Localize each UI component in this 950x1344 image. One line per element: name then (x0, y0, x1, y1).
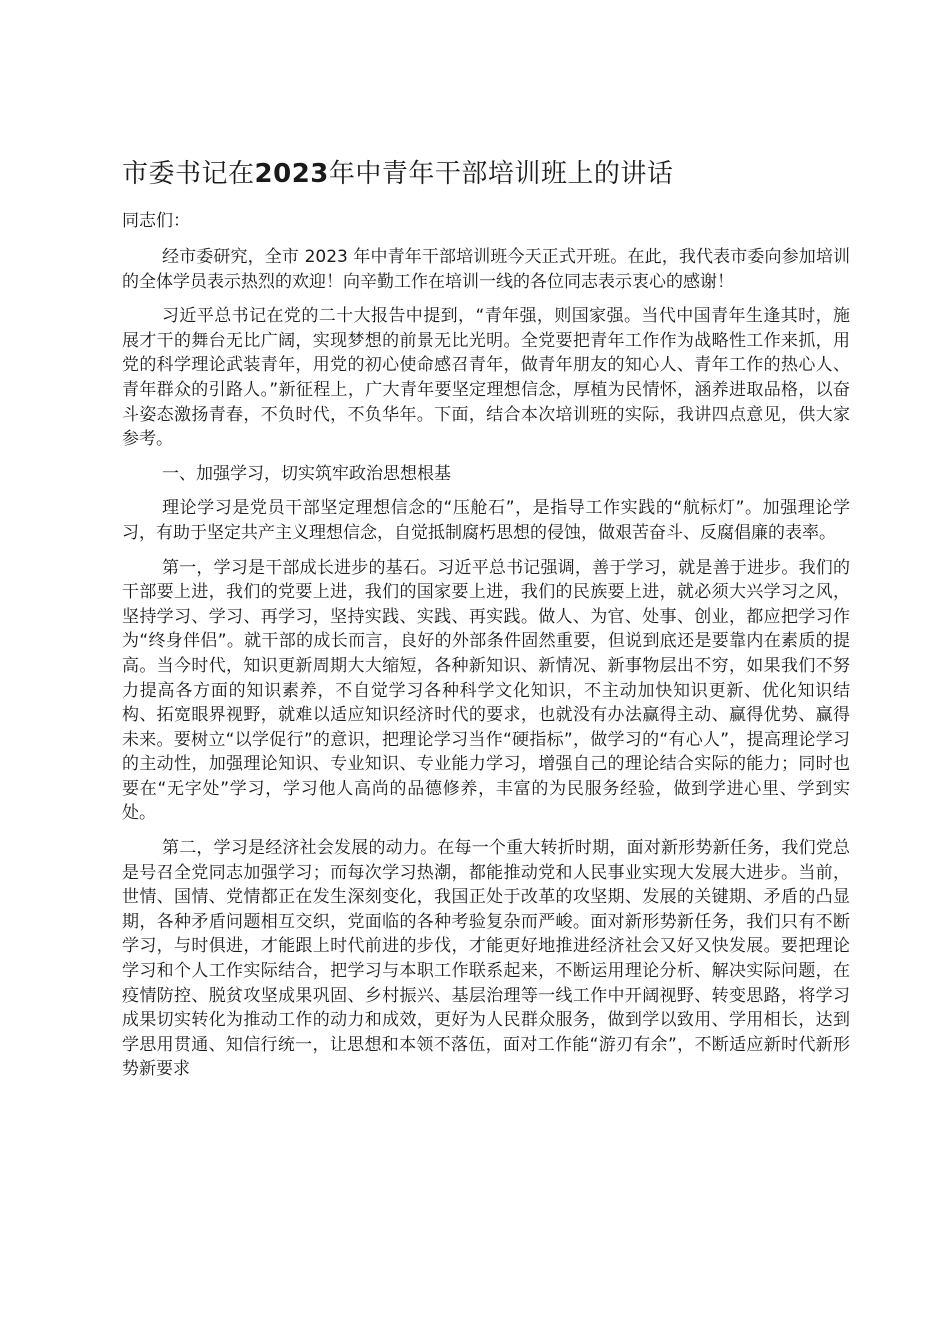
title-prefix: 市委书记在 (122, 159, 255, 189)
paragraph-point-two: 第二，学习是经济社会发展的动力。在每一个重大转折时期，面对新形势新任务，我们党总是号召全党同志加强学习；而每次学习热潮，都能推动党和人民事业实现大发展大进步。当前，世情、国情、党情都正在发生深刻变化，我国正处于改革的攻坚期、发展的关键期、矛盾的凸显期，各种矛盾问题相互交织，党面临的各种考验复杂而严峻。面对新形势新任务，我们只有不断学习，与时俱进，才能跟上时代前进的步伐，才能更好地推进经济社会又好又快发展。要把理论学习和个人工作实际结合，把学习与本职工作联系起来，不断运用理论分析、解决实际问题，在疫情防控、脱贫攻坚成果巩固、乡村振兴、基层治理等一线工作中开阔视野、转变思路，将学习成果切实转化为推动工作的动力和成效，更好为人民群众服务，做到学以致用、学用相长，达到学思用贯通、知信行统一，让思想和本领不落伍，面对工作能“游刃有余”，不断适应新时代新形势新要求 (122, 838, 850, 1080)
paragraph-point-one: 第一，学习是干部成长进步的基石。习近平总书记强调，善于学习，就是善于进步。我们的干部要上进，我们的党要上进，我们的国家要上进，我们的民族要上进，就必须大兴学习之风，坚持学习、学习、再学习，坚持实践、实践、再实践。做人、为官、处事、创业，都应把学习作为“终身伴侣”。就干部的成长而言，良好的外部条件固然重要，但说到底还是要靠内在素质的提高。当今时代，知识更新周期大大缩短，各种新知识、新情况、新事物层出不穷，如果我们不努力提高各方面的知识素养，不自觉学习各种科学文化知识，不主动加快知识更新、优化知识结构、拓宽眼界视野，就难以适应知识经济时代的要求，也就没有办法赢得主动、赢得优势、赢得未来。要树立“以学促行”的意识，把理论学习当作“硬指标”，做学习的“有心人”，提高理论学习的主动性，加强理论知识、专业知识、专业能力学习，增强自己的理论结合实际的能力；同时也要在“无字处”学习，学习他人高尚的品德修养，丰富的为民服务经验，做到学进心里、学到实处。 (122, 557, 850, 824)
title-suffix: 年中青年干部培训班上的讲话 (328, 159, 674, 189)
document-page (122, 150, 850, 1082)
paragraph-youth-quote: 习近平总书记在党的二十大报告中提到，“青年强，则国家强。当代中国青年生逢其时，施展才干的舞台无比广阔，实现梦想的前景无比光明。全党要把青年工作作为战略性工作来抓，用党的科学理论武装青年，用党的初心使命感召青年，做青年朋友的知心人、青年工作的热心人、青年群众的引路人。”新征程上，广大青年要坚定理想信念，厚植为民情怀，涵养进取品格，以奋斗姿态激扬青春，不负时代，不负华年。下面，结合本次培训班的实际，我讲四点意见，供大家参考。 (122, 306, 850, 450)
section-heading: 一、加强学习，切实筑牢政治思想根基 (162, 463, 451, 484)
greeting: 同志们： (122, 211, 190, 231)
paragraph-opening: 经市委研究，全市 2023 年中青年干部培训班今天正式开班。在此，我代表市委向参加培训的全体学员表示热烈的欢迎！向辛勤工作在培训一线的各位同志表示衷心的感谢！ (122, 247, 850, 292)
paragraph-theory-study: 理论学习是党员干部坚定理想信念的“压舱石”，是指导工作实践的“航标灯”。加强理论学习，有助于坚定共产主义理想信念，自觉抵制腐朽思想的侵蚀，做艰苦奋斗、反腐倡廉的表率。 (122, 498, 850, 543)
title-year: 2023 (254, 159, 329, 189)
document-title (122, 150, 850, 198)
